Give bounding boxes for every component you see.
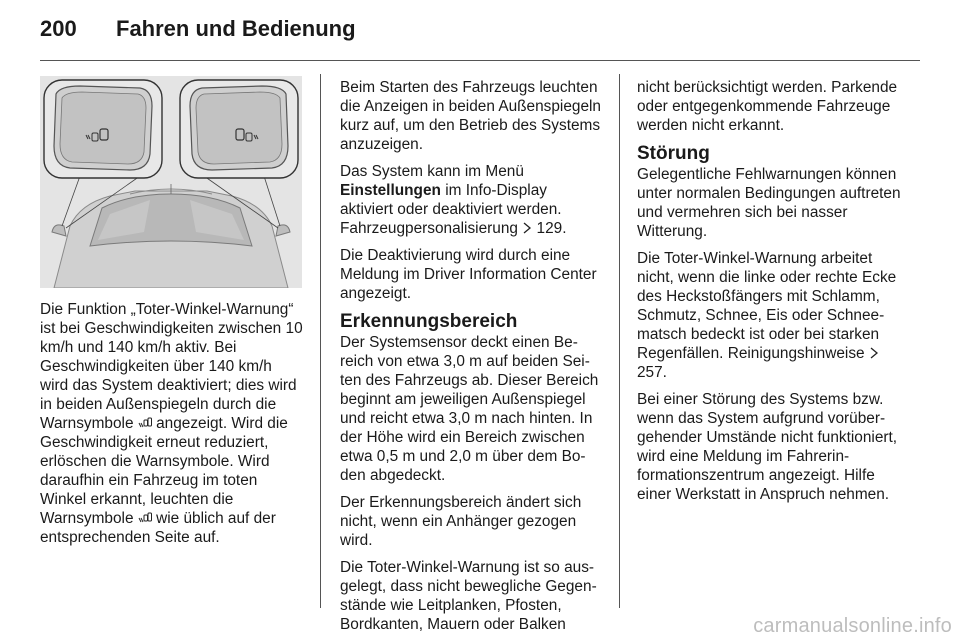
- page-reference-arrow-icon: [869, 347, 879, 359]
- column-divider-1: [320, 74, 321, 608]
- column-1: [40, 300, 304, 555]
- page-reference: 129.: [536, 220, 567, 237]
- page-reference: 257.: [637, 364, 667, 381]
- paragraph-detection-range: Der Systemsensor deckt einen Bereich von etwa 3,0 m auf beiden Seiten des Fahrzeugs ab. Dieser Bereich beginnt am jeweiligen Außenspiegel und reicht etwa 3,0 m nach hinten. In der Höhe wird ein Bereich zwischen etwa 0,5 m und 2,0 m über dem Boden abgedeckt.: [340, 334, 599, 484]
- paragraph-settings: [340, 162, 602, 238]
- watermark: carmanualsonline.info: [753, 615, 952, 637]
- paragraph-bumper-dirt: [637, 249, 901, 382]
- blind-spot-warning-icon: [138, 512, 152, 524]
- blind-spot-warning-icon: [138, 417, 152, 429]
- text-segment: angezeigt. Wird die Geschwindigkeit erneut reduziert, erlöschen die Warnsymbole. Wird daraufhin ein Fahrzeug im toten Winkel erkannt, leuchten die Warnsymbole: [40, 415, 288, 527]
- text-segment: Die Funktion „Toter-Winkel-Warnung“ ist bei Geschwindigkeiten zwischen 10 km/h und 140 km/h aktiv. Bei Geschwindigkeiten über 140 km/h wird das System deaktiviert; dies wird in beiden Außenspiegeln durch die Warnsymbole: [40, 301, 303, 432]
- blind-spot-mirror-illustration: [40, 76, 302, 288]
- heading-fault: Störung: [637, 143, 710, 164]
- text-segment: im Info-Display aktiviert oder deaktiviert werden. Fahrzeugpersonalisierung: [340, 182, 562, 237]
- text-segment: wie üblich auf der entsprechenden Seite auf.: [40, 510, 276, 546]
- paragraph-trailer: Der Erkennungsbereich ändert sich nicht, wenn ein Anhänger gezogen wird.: [340, 494, 582, 549]
- page-header: [40, 16, 920, 56]
- paragraph-startup: Beim Starten des Fahrzeugs leuchten die Anzeigen in beiden Außenspiegeln kurz auf, um den Betrieb des Systems anzuzeigen.: [340, 79, 601, 153]
- paragraph-system-fault: Bei einer Störung des Systems bzw. wenn das System aufgrund vorübergehender Umstände nicht funktioniert, wird eine Meldung im Fahrerinformationszentrum angezeigt. Hilfe einer Werkstatt in Anspruch nehmen.: [637, 391, 898, 503]
- header-rule: [40, 60, 920, 61]
- menu-term-einstellungen: Einstellungen: [340, 182, 441, 199]
- column-3: [637, 78, 901, 512]
- paragraph-deactivation: Die Deaktivierung wird durch eine Meldung im Driver Information Center angezeigt.: [340, 247, 597, 302]
- column-2: [340, 78, 602, 642]
- page-number: 200: [40, 16, 77, 41]
- page-reference-arrow-icon: [522, 222, 532, 234]
- heading-detection-zone: Erkennungsbereich: [340, 311, 518, 332]
- page-title: Fahren und Bedienung: [116, 16, 356, 41]
- text-segment: Das System kann im Menü: [340, 163, 524, 180]
- text-segment: Die Toter-Winkel-Warnung arbeitet nicht, wenn die linke oder rechte Ecke des Heckstoßfängers mit Schlamm, Schmutz, Schnee, Eis oder Schneematsch bedeckt ist oder bei starken Regenfällen. Reinigungshinweise: [637, 250, 897, 362]
- paragraph-stationary-objects: Die Toter-Winkel-Warnung ist so ausgelegt, dass nicht bewegliche Gegenstände wie Leitplanken, Pfosten, Bordkanten, Mauern oder Balken: [340, 559, 597, 633]
- paragraph-function-range: [40, 300, 304, 547]
- paragraph-not-detected: nicht berücksichtigt werden. Parkende oder entgegenkommende Fahrzeuge werden nicht erkannt.: [637, 79, 898, 134]
- paragraph-false-warnings: Gelegentliche Fehlwarnungen können unter normalen Bedingungen auftreten und vermehren sich bei nasser Witterung.: [637, 166, 901, 240]
- column-divider-2: [619, 74, 620, 608]
